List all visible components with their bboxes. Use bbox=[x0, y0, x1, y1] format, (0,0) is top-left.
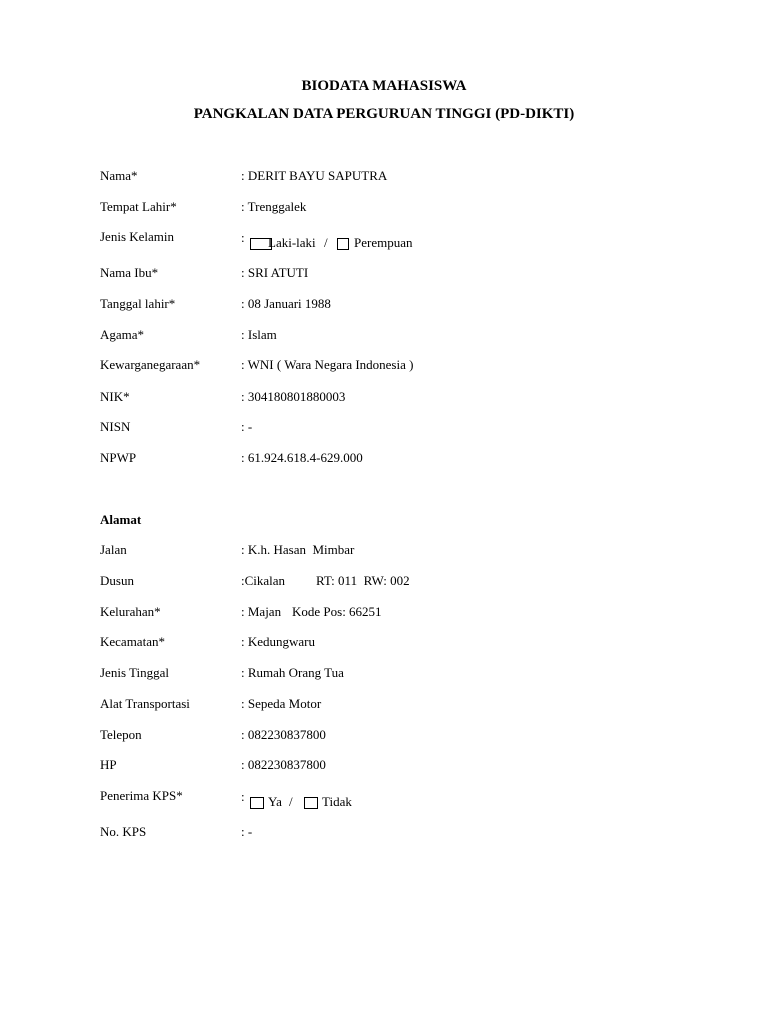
no-kps-value: : - bbox=[241, 824, 253, 839]
nama-ibu-label: Nama Ibu* bbox=[100, 265, 159, 280]
jalan-label: Jalan bbox=[100, 542, 127, 557]
kelurahan-label: Kelurahan* bbox=[100, 604, 161, 619]
hp-value: : 082230837800 bbox=[241, 757, 326, 772]
tanggal-lahir-value: : 08 Januari 1988 bbox=[241, 296, 331, 311]
row-kecamatan bbox=[0, 634, 768, 654]
kecamatan-label: Kecamatan* bbox=[100, 634, 165, 649]
nama-ibu-value: : SRI ATUTI bbox=[241, 265, 309, 280]
document-title: BIODATA MAHASISWA bbox=[301, 78, 467, 94]
no-kps-label: No. KPS bbox=[100, 824, 147, 839]
laki-laki-option: Laki-laki bbox=[268, 235, 316, 250]
dusun-rt-rw: RT: 011 RW: 002 bbox=[316, 573, 410, 588]
nik-value: : 304180801880003 bbox=[241, 389, 346, 404]
kode-pos-value: Kode Pos: 66251 bbox=[292, 604, 382, 619]
penerima-kps-label: Penerima KPS* bbox=[100, 788, 183, 803]
nama-value: : DERIT BAYU SAPUTRA bbox=[241, 168, 388, 183]
kewarganegaraan-value: : WNI ( Wara Negara Indonesia ) bbox=[241, 357, 414, 372]
npwp-label: NPWP bbox=[100, 450, 137, 465]
ya-checkbox[interactable] bbox=[250, 797, 264, 809]
agama-value: : Islam bbox=[241, 327, 277, 342]
jenis-kelamin-label: Jenis Kelamin bbox=[100, 229, 175, 244]
tempat-lahir-label: Tempat Lahir* bbox=[100, 199, 177, 214]
agama-label: Agama* bbox=[100, 327, 145, 342]
row-tanggal-lahir bbox=[0, 296, 768, 316]
nik-label: NIK* bbox=[100, 389, 130, 404]
jenis-tinggal-label: Jenis Tinggal bbox=[100, 665, 169, 680]
document-subtitle: PANGKALAN DATA PERGURUAN TINGGI (PD-DIKTI) bbox=[193, 106, 575, 122]
perempuan-option: Perempuan bbox=[354, 235, 413, 250]
row-no-kps bbox=[0, 824, 768, 844]
row-alat-transportasi bbox=[0, 696, 768, 716]
kecamatan-value: : Kedungwaru bbox=[241, 634, 316, 649]
nama-label: Nama* bbox=[100, 168, 138, 183]
row-dusun bbox=[0, 573, 768, 593]
dusun-value: :Cikalan bbox=[241, 573, 286, 588]
row-nik bbox=[0, 389, 768, 409]
dusun-label: Dusun bbox=[100, 573, 134, 588]
tidak-checkbox[interactable] bbox=[304, 797, 318, 809]
jenis-kelamin-separator: / bbox=[324, 235, 328, 250]
npwp-value: : 61.924.618.4-629.000 bbox=[241, 450, 363, 465]
row-kelurahan bbox=[0, 604, 768, 624]
jenis-kelamin-colon: : bbox=[241, 230, 245, 245]
row-kewarganegaraan bbox=[0, 357, 768, 377]
telepon-label: Telepon bbox=[100, 727, 142, 742]
alat-transportasi-value: : Sepeda Motor bbox=[241, 696, 322, 711]
row-jalan bbox=[0, 542, 768, 562]
penerima-kps-separator: / bbox=[289, 794, 293, 809]
row-npwp bbox=[0, 450, 768, 470]
row-tempat-lahir bbox=[0, 199, 768, 219]
perempuan-checkbox[interactable] bbox=[337, 238, 349, 250]
nisn-value: : - bbox=[241, 419, 253, 434]
row-nama-ibu bbox=[0, 265, 768, 285]
tidak-option: Tidak bbox=[322, 794, 352, 809]
alat-transportasi-label: Alat Transportasi bbox=[100, 696, 190, 711]
row-nama bbox=[0, 168, 768, 188]
row-hp bbox=[0, 757, 768, 777]
alamat-heading: Alamat bbox=[100, 512, 142, 527]
row-penerima-kps bbox=[0, 788, 768, 808]
tempat-lahir-value: : Trenggalek bbox=[241, 199, 307, 214]
row-nisn bbox=[0, 419, 768, 439]
kewarganegaraan-label: Kewarganegaraan* bbox=[100, 357, 201, 372]
row-jenis-tinggal bbox=[0, 665, 768, 685]
penerima-kps-colon: : bbox=[241, 789, 245, 804]
telepon-value: : 082230837800 bbox=[241, 727, 326, 742]
kelurahan-value: : Majan bbox=[241, 604, 282, 619]
row-jenis-kelamin bbox=[0, 229, 768, 249]
nisn-label: NISN bbox=[100, 419, 131, 434]
row-telepon bbox=[0, 727, 768, 747]
jenis-tinggal-value: : Rumah Orang Tua bbox=[241, 665, 344, 680]
ya-option: Ya bbox=[268, 794, 282, 809]
tanggal-lahir-label: Tanggal lahir* bbox=[100, 296, 176, 311]
jalan-value: : K.h. Hasan Mimbar bbox=[241, 542, 355, 557]
hp-label: HP bbox=[100, 757, 117, 772]
row-agama bbox=[0, 327, 768, 347]
